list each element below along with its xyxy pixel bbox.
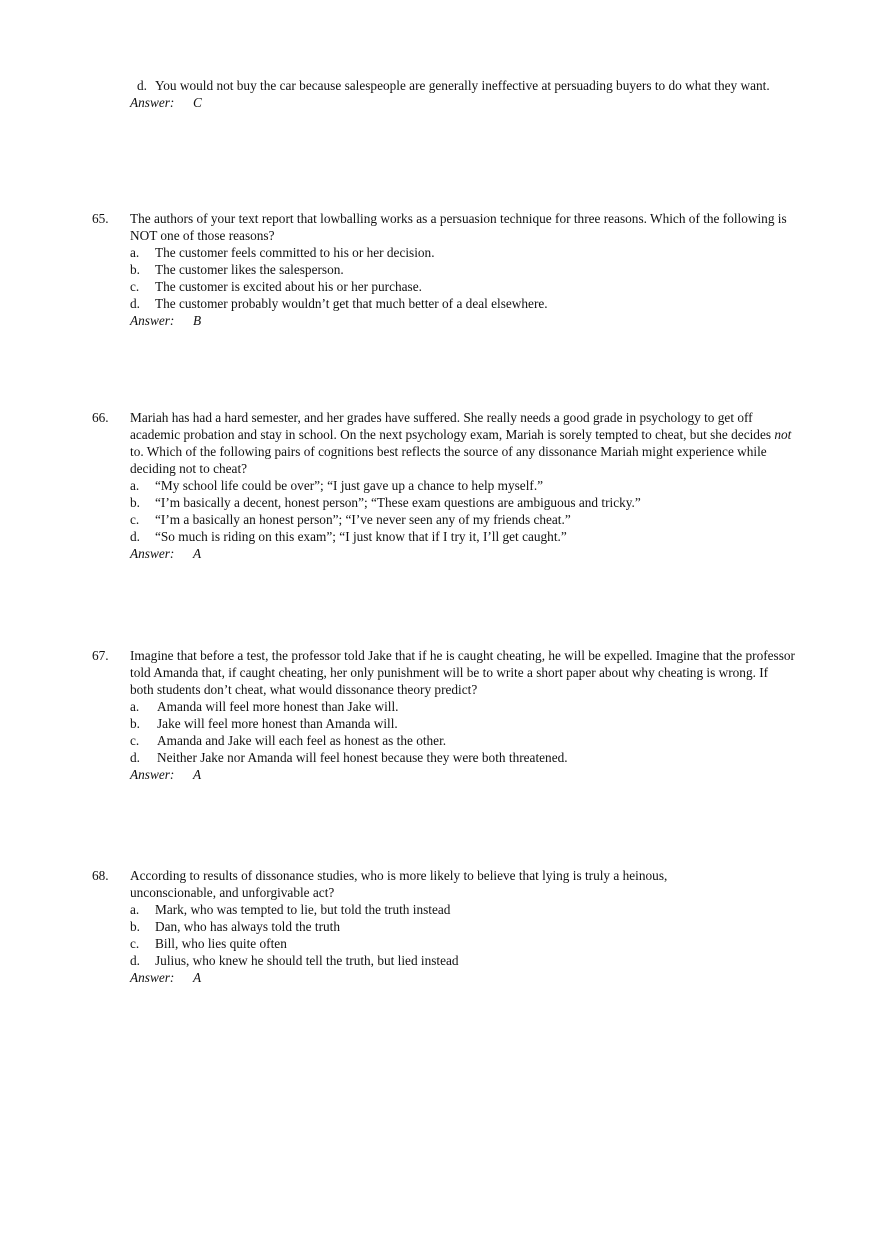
- question-text-part: Mariah has had a hard semester, and her grades have suffered. She really needs a good grade in psychology to get off academic probation and stay in school. On the next psychology exam, Mariah is sorely tempted to cheat, but she decides: [130, 410, 775, 442]
- option-text: “I’m basically a decent, honest person”; “These exam questions are ambiguous and tricky.”: [155, 495, 641, 510]
- option-a: [0, 477, 880, 494]
- option-letter: a.: [130, 902, 140, 917]
- option-d: [0, 952, 880, 969]
- option-letter: a.: [130, 245, 140, 260]
- option-d: [0, 749, 880, 766]
- question-stem: [0, 867, 880, 901]
- option-a: [0, 244, 880, 261]
- question-stem: [0, 647, 880, 698]
- option-d: [0, 528, 880, 545]
- option-text: Julius, who knew he should tell the truth, but lied instead: [155, 953, 459, 968]
- question-text-part: to. Which of the following pairs of cognitions best reflects the source of any dissonance Mariah might experience while deciding not to cheat?: [130, 444, 767, 476]
- answer-label: Answer:: [130, 546, 175, 561]
- answer-value: A: [193, 546, 202, 561]
- answer-line: [0, 312, 880, 329]
- option-c: [0, 935, 880, 952]
- question-66: [0, 409, 880, 562]
- option-d: [0, 295, 880, 312]
- option-letter: c.: [130, 936, 140, 951]
- question-text: According to results of dissonance studies, who is more likely to believe that lying is truly a heinous, unconscionable, and unforgivable act?: [130, 868, 668, 900]
- option-text: “So much is riding on this exam”; “I just know that if I try it, I’ll get caught.”: [155, 529, 567, 544]
- option-c: [0, 511, 880, 528]
- option-text: Neither Jake nor Amanda will feel honest because they were both threatened.: [157, 750, 568, 765]
- option-letter: d.: [130, 953, 140, 968]
- answer-line: [0, 766, 880, 783]
- option-letter: c.: [130, 279, 140, 294]
- question-text: The authors of your text report that lowballing works as a persuasion technique for three reasons. Which of the following is NOT one of those reasons?: [130, 211, 787, 243]
- question-68: [0, 867, 880, 986]
- question-text-emphasis: not: [774, 427, 792, 442]
- option-text: “My school life could be over”; “I just gave up a chance to help myself.”: [155, 478, 544, 493]
- option-letter: b.: [130, 262, 140, 277]
- question-number: 66.: [92, 410, 109, 425]
- option-letter: d.: [130, 296, 140, 311]
- answer-value: B: [193, 313, 202, 328]
- question-stem: [0, 210, 880, 244]
- answer-label: Answer:: [130, 95, 175, 110]
- option-letter: d.: [130, 529, 140, 544]
- option-text: Amanda and Jake will each feel as honest as the other.: [157, 733, 447, 748]
- option-text: Amanda will feel more honest than Jake will.: [157, 699, 399, 714]
- option-letter: d.: [130, 750, 140, 765]
- option-letter: c.: [130, 733, 140, 748]
- option-text: The customer is excited about his or her purchase.: [155, 279, 422, 294]
- option-text: Bill, who lies quite often: [155, 936, 287, 951]
- question-67: [0, 647, 880, 783]
- option-c: [0, 732, 880, 749]
- option-letter: a.: [130, 699, 140, 714]
- option-text: Jake will feel more honest than Amanda will.: [157, 716, 398, 731]
- answer-label: Answer:: [130, 767, 175, 782]
- option-text: Mark, who was tempted to lie, but told the truth instead: [155, 902, 451, 917]
- question-number: 68.: [92, 868, 109, 883]
- option-a: [0, 901, 880, 918]
- option-b: [0, 494, 880, 511]
- option-letter: a.: [130, 478, 140, 493]
- answer-value: A: [193, 970, 202, 985]
- option-text: You would not buy the car because salespeople are generally ineffective at persuading buyers to do what they want.: [155, 78, 770, 93]
- question-text: Imagine that before a test, the professor told Jake that if he is caught cheating, he will be expelled. Imagine that the professor told Amanda that, if caught cheating, her only punishment will be to write a short paper about why cheating is wrong. If both students don’t cheat, what would dissonance theory predict?: [130, 648, 795, 697]
- option-b: [0, 715, 880, 732]
- option-text: The customer likes the salesperson.: [155, 262, 344, 277]
- option-a: [0, 698, 880, 715]
- option-text: The customer probably wouldn’t get that much better of a deal elsewhere.: [155, 296, 548, 311]
- option-letter: c.: [130, 512, 140, 527]
- option-c: [0, 278, 880, 295]
- answer-label: Answer:: [130, 313, 175, 328]
- question-64-tail: [0, 77, 880, 111]
- option-letter: d.: [137, 78, 147, 93]
- option-text: Dan, who has always told the truth: [155, 919, 341, 934]
- answer-line: [0, 94, 880, 111]
- question-stem: [0, 409, 880, 477]
- question-text: [130, 409, 795, 477]
- option-text: The customer feels committed to his or her decision.: [155, 245, 435, 260]
- option-d: [0, 77, 880, 94]
- question-number: 67.: [92, 648, 109, 663]
- answer-value: A: [193, 767, 202, 782]
- question-65: [0, 210, 880, 329]
- question-number: 65.: [92, 211, 109, 226]
- option-text: “I’m a basically an honest person”; “I’ve never seen any of my friends cheat.”: [155, 512, 571, 527]
- answer-line: [0, 969, 880, 986]
- option-letter: b.: [130, 716, 140, 731]
- answer-label: Answer:: [130, 970, 175, 985]
- option-b: [0, 261, 880, 278]
- answer-value: C: [193, 95, 202, 110]
- option-b: [0, 918, 880, 935]
- answer-line: [0, 545, 880, 562]
- option-letter: b.: [130, 495, 140, 510]
- option-letter: b.: [130, 919, 140, 934]
